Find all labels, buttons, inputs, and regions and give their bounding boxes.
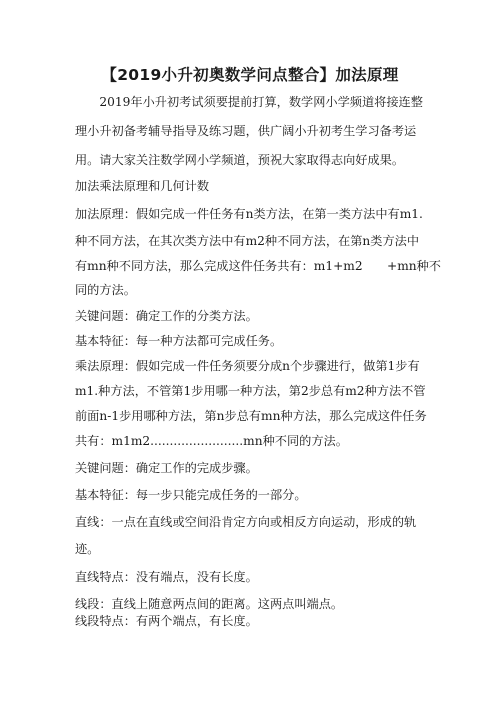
addition-basic-feature: 基本特征：每一种方法都可完成任务。 bbox=[75, 334, 283, 348]
straight-line-definition-2: 迹。 bbox=[75, 542, 100, 556]
addition-principle-line-4: 同的方法。 bbox=[75, 283, 136, 297]
addition-principle-line-3: 有mn种不同方法，那么完成这件任务共有：m1+m2 +mn种不 bbox=[75, 259, 441, 273]
addition-principle-line-2: 种不同方法，在其次类方法中有m2种不同方法，在第n类方法中 bbox=[75, 234, 420, 248]
segment-definition: 线段：直线上随意两点间的距离。这两点叫端点。 bbox=[75, 597, 344, 611]
segment-features: 线段特点：有两个端点，有长度。 bbox=[75, 614, 258, 628]
intro-line-3: 用。请大家关注数学网小学频道，预祝大家取得志向好成果。 bbox=[75, 153, 405, 167]
document-title: 【2019小升初奥数学问点整合】加法原理 bbox=[101, 66, 399, 84]
multiplication-principle-line-1: 乘法原理：假如完成一件任务须要分成n个步骤进行，做第1步有 bbox=[75, 359, 420, 373]
multiplication-principle-line-4: 共有：m1m2........................mn种不同的方法。 bbox=[75, 434, 348, 448]
multiplication-principle-line-2: m1.种方法，不管第1步用哪一种方法，第2步总有m2种方法不管 bbox=[75, 384, 426, 398]
multiplication-principle-line-3: 前面n-1步用哪种方法，第n步总有mn种方法，那么完成这件任务 bbox=[75, 409, 427, 423]
intro-line-2: 理小升初备考辅导指导及练习题，供广阔小升初考生学习备考运 bbox=[75, 124, 417, 138]
straight-line-definition-1: 直线：一点在直线或空间沿肯定方向或相反方向运动，形成的轨 bbox=[75, 515, 417, 529]
multiplication-key-question: 关键问题：确定工作的完成步骤。 bbox=[75, 461, 258, 475]
straight-line-features: 直线特点：没有端点，没有长度。 bbox=[75, 570, 258, 584]
section-heading: 加法乘法原理和几何计数 bbox=[75, 179, 210, 193]
addition-key-question: 关键问题：确定工作的分类方法。 bbox=[75, 309, 258, 323]
intro-line-1: 2019年小升初考试须要提前打算，数学网小学频道将接连整 bbox=[75, 95, 423, 109]
multiplication-basic-feature: 基本特征：每一步只能完成任务的一部分。 bbox=[75, 488, 307, 502]
addition-principle-line-1: 加法原理：假如完成一件任务有n类方法，在第一类方法中有m1. bbox=[75, 207, 423, 221]
